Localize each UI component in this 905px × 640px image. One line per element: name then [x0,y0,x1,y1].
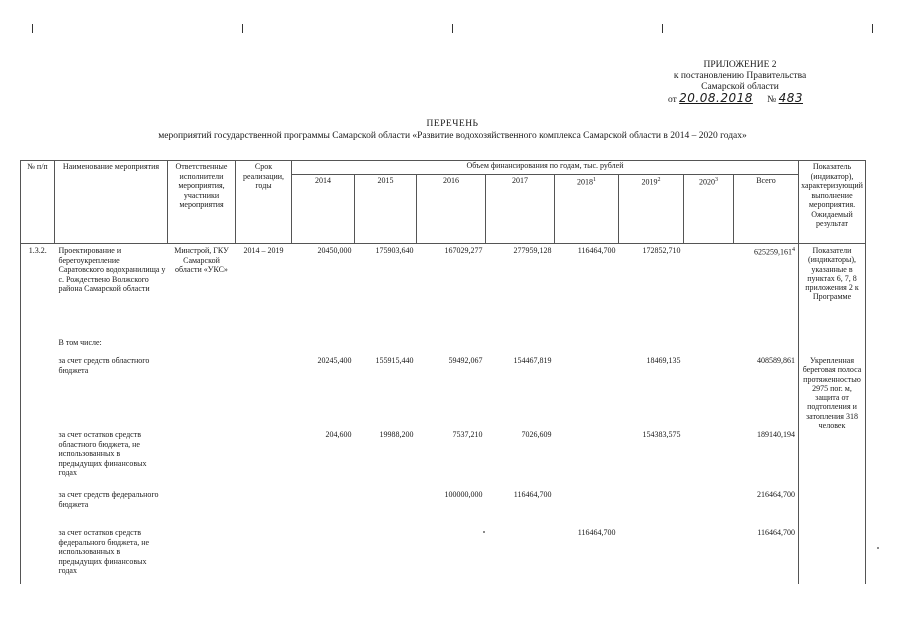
col-name-header: Наименование мероприятия [55,161,168,244]
measure-name: за счет средств областного бюджета [58,356,150,375]
funding-value [619,528,684,584]
row-number: 1.3.2. [21,244,55,339]
funding-value: 116464,700 [577,246,616,255]
funding-value: 625259,161$^4$ [754,247,795,257]
indicator: Укрепленная береговая полоса протяженностью 2975 пог. м, защита от подтопления и затопления 318 человек [799,356,866,430]
indicator [799,338,866,356]
funding-value [555,338,619,356]
funding-value [555,490,619,528]
funding-value: 116464,700 [577,528,616,538]
funding-value [417,528,486,584]
funding-value [355,528,417,584]
table-row [21,490,866,528]
funding-value: 19988,200 [379,430,414,440]
table-row [21,528,866,584]
row-number [21,528,55,584]
funding-value: 116464,700 [513,490,552,500]
appendix-title: ПРИЛОЖЕНИЕ 2 [703,60,777,70]
appendix-region: Самарской области [701,82,779,92]
funding-value: 100000,000 [444,490,483,500]
year-header: 2017 [486,175,555,244]
measure-name: за счет остатков средств федерального бюджета, не использованных в предыдущих финансовых годах [58,528,150,576]
col-indicator-header: Показатель (индикатор), характеризующий выполнение мероприятия. Ожидаемый результат [799,161,866,244]
funding-value [486,528,555,584]
funding-value: 7026,609 [521,430,552,440]
measure-name: за счет средств федерального бюджета [58,490,159,509]
funding-value: 277959,128 [513,246,552,255]
year-header: 2018$^1$ [555,175,619,244]
term: 2014 – 2019 [243,246,284,255]
document-heading: ПЕРЕЧЕНЬ [426,119,479,129]
scan-mark [452,24,453,33]
responsible [168,338,236,356]
funding-value: 204,600 [325,430,352,440]
document-subtitle: мероприятий государственной программы Самарской области «Развитие водохозяйственного комплекса Самарской области в 2014 – 2020 годах» [158,131,747,141]
col-resp-header: Ответственные исполнители мероприятия, участники мероприятия [168,161,236,244]
footnote-mark: 3 [715,177,718,183]
funding-value: 59492,067 [448,356,483,365]
appendix-date-line: от 20.08.2018 № 483 [668,91,803,105]
funding-value [555,430,619,490]
funding-value: 154467,819 [513,356,552,365]
funding-value [355,338,417,356]
row-number [21,490,55,528]
table-row [21,338,866,356]
measure-name: Проектирование и берегоукрепление Саратовского водохранилища у с. Рождествено Волжского района Самарской области [58,246,166,293]
responsible: Минстрой, ГКУ Самарской области «УКС» [174,246,229,274]
indicator [799,430,866,490]
decree-number: 483 [778,91,803,105]
scan-mark [662,24,663,33]
funding-value: 18469,135 [646,356,681,365]
scan-speck [877,547,879,549]
year-header: 2014 [292,175,355,244]
funding-value: 155915,440 [375,356,414,365]
term [236,528,292,584]
funding-value [684,490,734,528]
funding-value [486,338,555,356]
scan-speck [483,531,485,533]
funding-value: 20450,000 [317,246,352,255]
funding-value: 154383,575 [642,430,681,440]
measure-name: В том числе: [58,338,102,347]
responsible [168,430,236,490]
funding-value [619,338,684,356]
funding-value [417,338,486,356]
indicator: Показатели (индикаторы), указанные в пунктах 6, 7, 8 приложения 2 к Программе [799,244,866,339]
funding-value: 20245,400 [317,356,352,365]
indicator [799,490,866,528]
measure-name: за счет остатков средств областного бюджета, не использованных в предыдущих финансовых годах [58,430,147,478]
indicator [799,528,866,584]
col-num-header: № п/п [21,161,55,244]
funding-value [684,528,734,584]
funding-value: 172852,710 [642,246,681,255]
funding-value [555,356,619,430]
year-header: 2020$^3$ [684,175,734,244]
decree-date: 20.08.2018 [679,91,753,105]
funding-value: 189140,194 [757,430,795,440]
row-number [21,356,55,430]
term [236,356,292,430]
term [236,430,292,490]
year-header: 2015 [355,175,417,244]
responsible [168,490,236,528]
funding-value [684,430,734,490]
footnote-mark: 1 [593,177,596,183]
table-row [21,356,866,430]
appendix-block [640,60,840,106]
year-header: 2019$^2$ [619,175,684,244]
funding-value [684,338,734,356]
funding-value [292,338,355,356]
measures-table [20,160,866,584]
funding-value [292,528,355,584]
funding-value [355,490,417,528]
year-header: 2016 [417,175,486,244]
scan-mark [872,24,873,33]
funding-value [734,338,799,356]
funding-value [684,244,734,339]
funding-value: 167029,277 [444,246,483,255]
col-funding-header: Объем финансирования по годам, тыс. рублей [292,161,799,175]
scan-mark [242,24,243,33]
row-number [21,430,55,490]
term [236,338,292,356]
table-row [21,430,866,490]
term [236,490,292,528]
funding-value [619,490,684,528]
funding-value: 216464,700 [757,490,795,500]
funding-value [684,356,734,430]
row-number [21,338,55,356]
footnote-mark: 4 [792,247,795,253]
funding-value: 408589,861 [757,356,795,365]
footnote-mark: 2 [657,177,661,183]
appendix-ref: к постановлению Правительства [673,71,807,81]
scan-mark [32,24,33,33]
table-row [21,244,866,339]
funding-value: 7537,210 [452,430,483,440]
funding-value: 116464,700 [757,528,795,538]
year-header: Всего [734,175,799,244]
funding-value: 175903,640 [375,246,414,255]
col-term-header: Срок реализации, годы [236,161,292,244]
responsible [168,356,236,430]
responsible [168,528,236,584]
funding-value [292,490,355,528]
